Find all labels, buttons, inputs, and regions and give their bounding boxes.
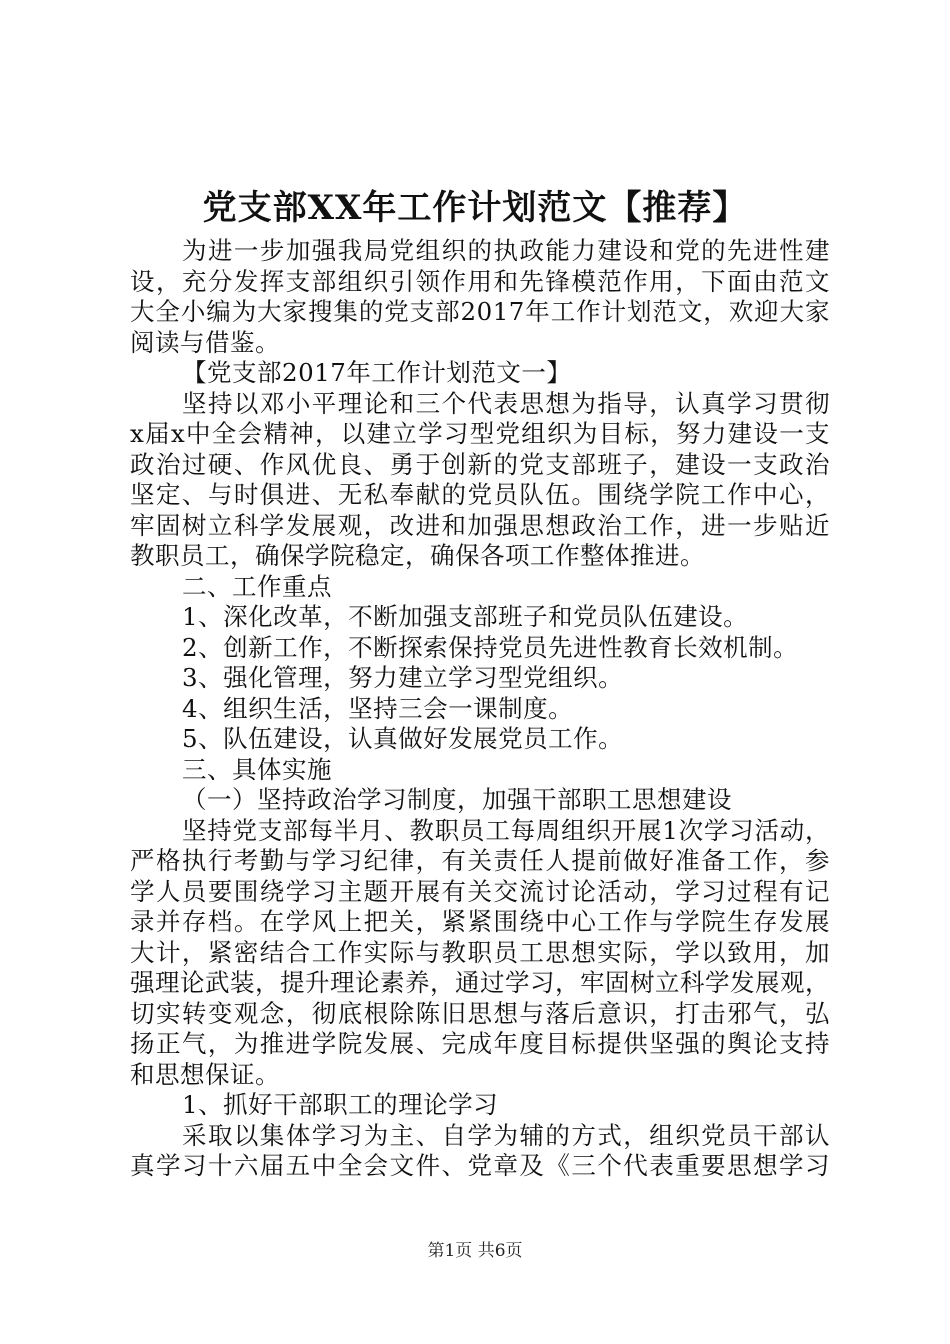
text-line: x届x中全会精神，以建立学习型党组织为目标，努力建设一支: [130, 419, 830, 448]
text-line: 切实转变观念，彻底根除陈旧思想与落后意识，打击邪气，弘: [130, 998, 830, 1028]
text-line: 政治过硬、作风优良、勇于创新的党支部班子，建设一支政治: [130, 449, 830, 479]
text-line: 设，充分发挥支部组织引领作用和先锋模范作用，下面由范文: [130, 266, 830, 296]
text-line: 强理论武装，提升理论素养，通过学习，牢固树立科学发展观，: [130, 968, 830, 997]
text-line: 坚定、与时俱进、无私奉献的党员队伍。围绕学院工作中心，: [130, 480, 830, 509]
text-line: 二、工作重点: [182, 571, 332, 601]
page-footer: 第1页 共6页: [427, 1241, 523, 1261]
text-line: 大计，紧密结合工作实际与教职员工思想实际，学以致用，加: [130, 937, 830, 967]
document-body: [130, 236, 830, 1182]
text-line: 严格执行考勤与学习纪律，有关责任人提前做好准备工作，参: [130, 846, 830, 875]
text-line: 2、创新工作，不断探索保持党员先进性教育长效机制。: [182, 632, 799, 662]
text-line: 采取以集体学习为主、自学为辅的方式，组织党员干部认: [182, 1120, 830, 1150]
text-line: 3、强化管理，努力建立学习型党组织。: [182, 663, 624, 692]
text-line: 录并存档。在学风上把关，紧紧围绕中心工作与学院生存发展: [130, 907, 830, 936]
text-line: 学人员要围绕学习主题开展有关交流讨论活动，学习过程有记: [130, 876, 830, 906]
text-line: 和思想保证。: [130, 1059, 280, 1089]
text-line: 三、具体实施: [182, 754, 332, 784]
text-line: 【党支部2017年工作计划范文一】: [182, 358, 572, 387]
text-line: 为进一步加强我局党组织的执政能力建设和党的先进性建: [182, 236, 830, 265]
text-line: 1、深化改革，不断加强支部班子和党员队伍建设。: [182, 602, 749, 631]
text-line: 5、队伍建设，认真做好发展党员工作。: [182, 724, 624, 753]
text-line: 牢固树立科学发展观，改进和加强思想政治工作，进一步贴近: [130, 510, 830, 540]
text-line: 教职员工，确保学院稳定，确保各项工作整体推进。: [130, 541, 705, 570]
text-line: 扬正气，为推进学院发展、完成年度目标提供坚强的舆论支持: [130, 1029, 830, 1058]
document-title: 党支部XX年工作计划范文【推荐】: [202, 188, 748, 228]
text-line: 1、抓好干部职工的理论学习: [182, 1090, 499, 1119]
text-line: 坚持以邓小平理论和三个代表思想为指导，认真学习贯彻: [182, 388, 830, 418]
text-line: 真学习十六届五中全会文件、党章及《三个代表重要思想学习: [130, 1151, 830, 1180]
text-line: 大全小编为大家搜集的党支部2017年工作计划范文，欢迎大家: [130, 297, 830, 326]
text-line: （一）坚持政治学习制度，加强干部职工思想建设: [182, 785, 732, 814]
text-line: 坚持党支部每半月、教职员工每周组织开展1次学习活动，: [182, 815, 830, 845]
text-line: 4、组织生活，坚持三会一课制度。: [182, 693, 574, 723]
text-line: 阅读与借鉴。: [130, 327, 280, 357]
